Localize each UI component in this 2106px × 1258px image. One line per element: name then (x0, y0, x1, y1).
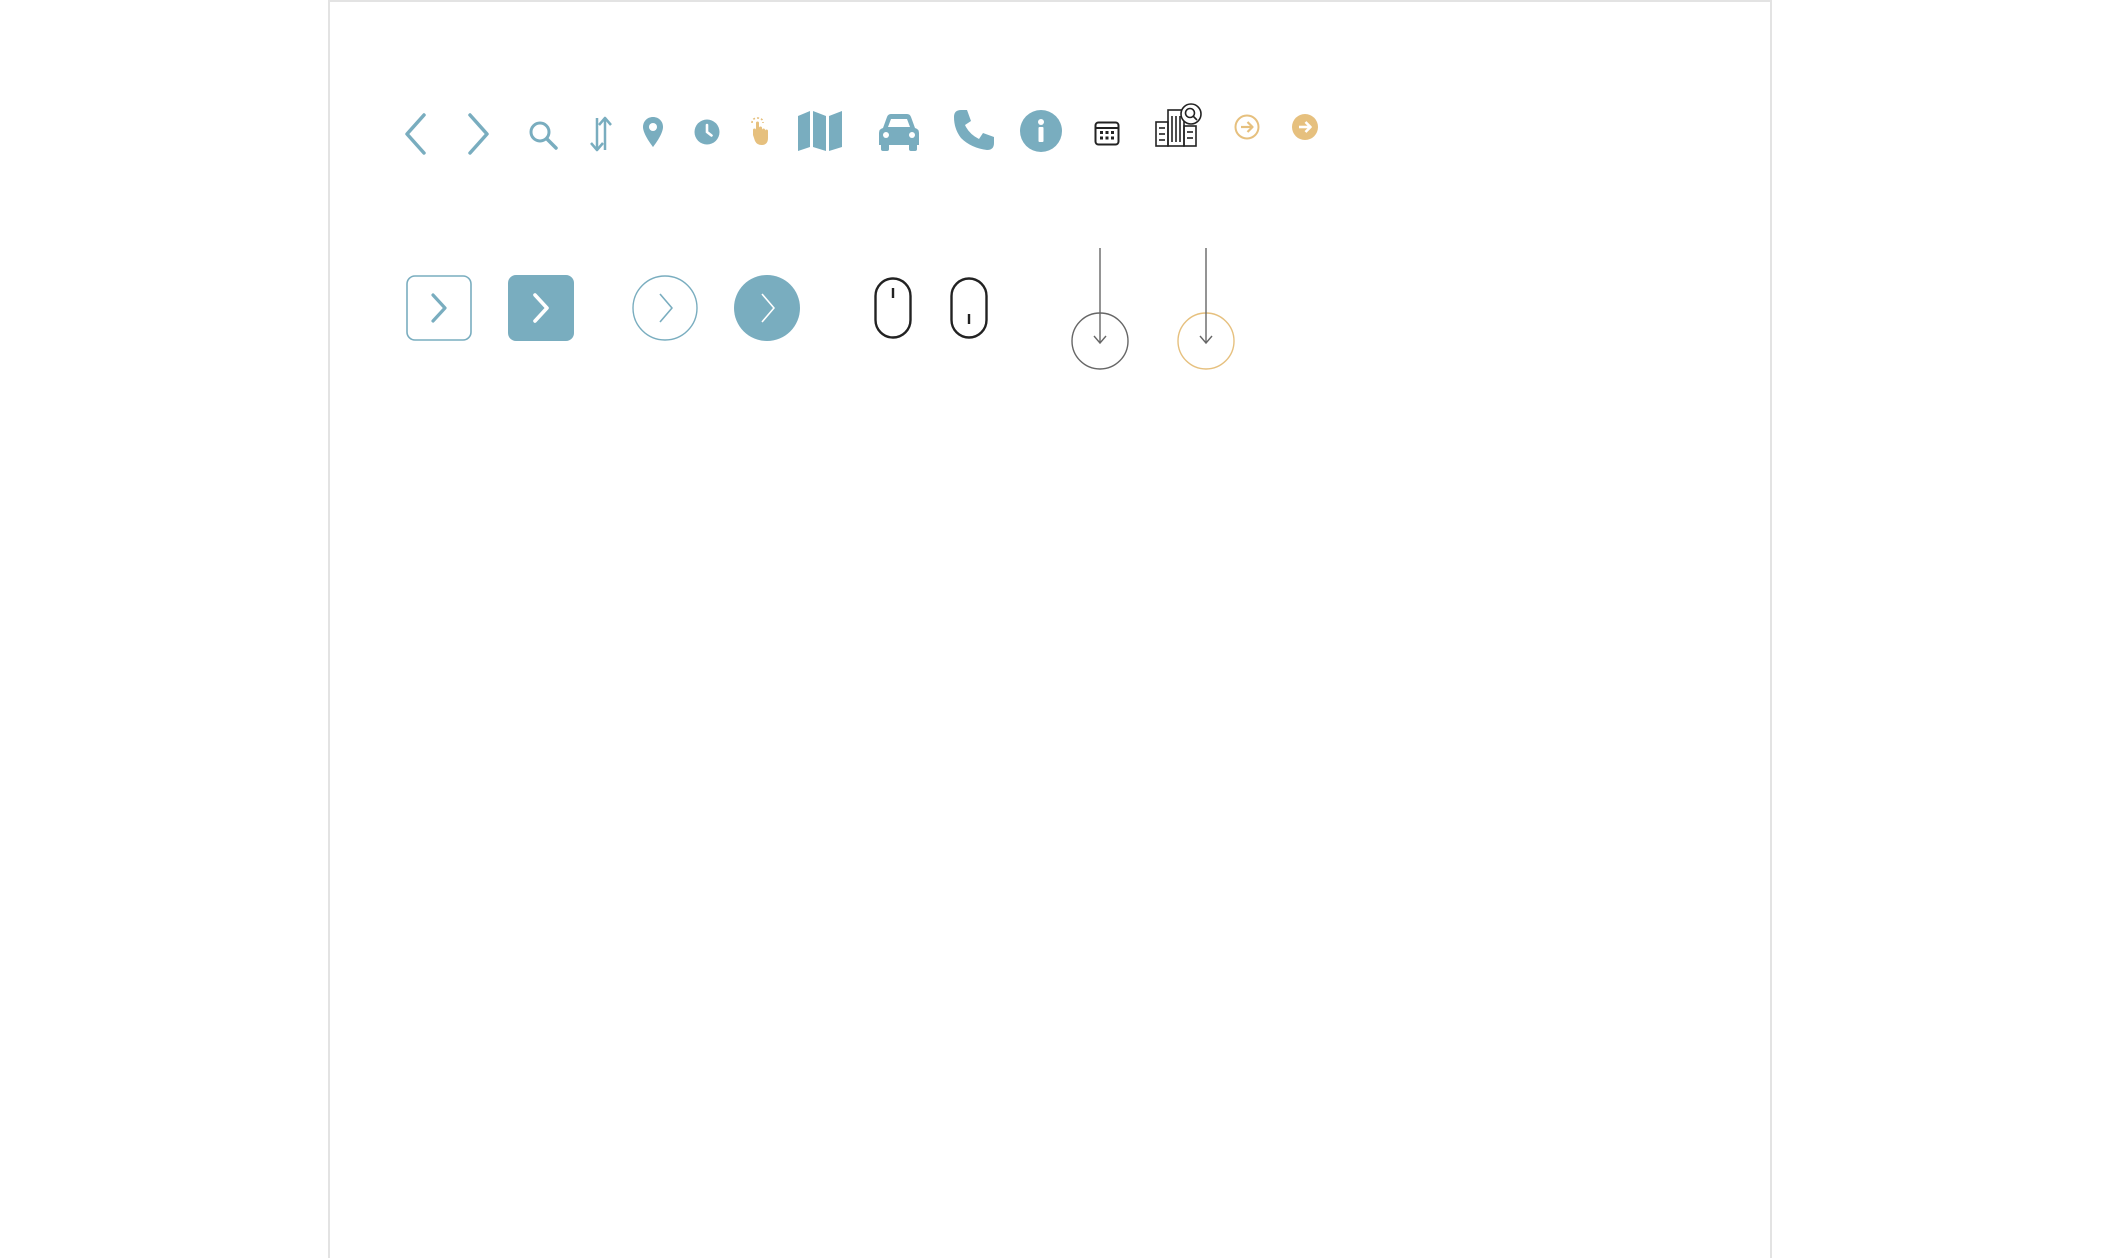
phone-icon[interactable] (952, 108, 996, 152)
chevron-left-icon[interactable] (402, 112, 430, 156)
calendar-icon[interactable] (1094, 120, 1120, 146)
arrow-circle-filled-icon[interactable] (1292, 114, 1318, 140)
arrow-circle-outline-icon[interactable] (1234, 114, 1260, 140)
building-search-icon[interactable] (1154, 102, 1204, 148)
mouse-scroll-icon[interactable] (874, 277, 912, 339)
next-square-outline-button[interactable] (406, 275, 472, 341)
map-icon[interactable] (798, 110, 842, 152)
search-icon[interactable] (527, 119, 559, 151)
clock-icon[interactable] (694, 119, 720, 145)
next-circle-outline-button[interactable] (632, 275, 698, 341)
info-icon[interactable] (1020, 110, 1062, 152)
scroll-down-gold-icon[interactable] (1176, 247, 1236, 371)
hand-pointer-icon[interactable] (748, 116, 774, 148)
next-circle-filled-button[interactable] (734, 275, 800, 341)
icon-sheet (328, 0, 1772, 1258)
sort-arrows-icon[interactable] (588, 114, 614, 154)
scroll-down-gray-icon[interactable] (1070, 247, 1130, 371)
next-square-filled-button[interactable] (508, 275, 574, 341)
car-icon[interactable] (877, 112, 921, 152)
mouse-scroll-alt-icon[interactable] (950, 277, 988, 339)
chevron-right-icon[interactable] (464, 112, 492, 156)
map-pin-icon[interactable] (642, 116, 664, 148)
